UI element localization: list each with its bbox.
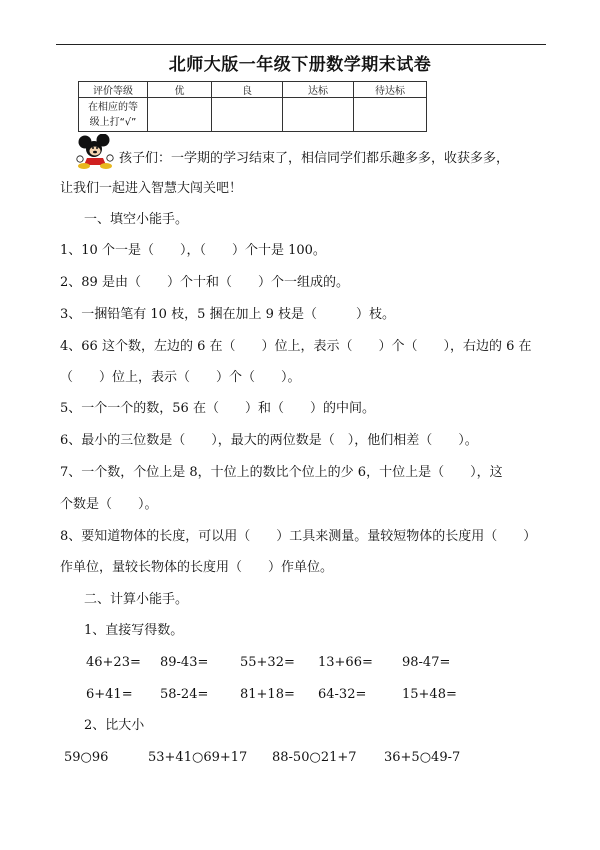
calc-item: 89-43= [160,655,209,670]
calc-item: 55+32= [240,655,295,670]
grade-header-needs-work: 待达标 [354,82,427,98]
calc-item: 15+48= [402,687,457,702]
compare-item: 59○96 [64,750,109,765]
grade-row-label-line2: 级上打“√” [89,116,137,128]
intro-line-1: 孩子们：一学期的学习结束了，相信同学们都乐趣多多，收获多多， [119,151,510,166]
grade-header-level: 评价等级 [79,82,148,98]
section2-heading: 二、计算小能手。 [84,592,189,607]
question-8-line-2: 作单位，量较长物体的长度用（ ）作单位。 [60,560,334,575]
compare-item: 53+41○69+17 [148,750,248,765]
calc-subheading: 1、直接写得数。 [84,623,184,638]
section1-heading: 一、填空小能手。 [84,212,189,227]
grade-cell-pass[interactable] [283,98,354,132]
question-7-line-1: 7、一个数，个位上是 8，十位上的数比个位上的少 6，十位上是（ ），这 [60,465,503,480]
question-1: 1、10 个一是（ ），（ ）个十是 100。 [60,243,326,258]
grade-cell-excellent[interactable] [148,98,212,132]
grade-cell-needs-work[interactable] [354,98,427,132]
grade-row-label-line1: 在相应的等 [88,101,138,113]
page-title: 北师大版一年级下册数学期末试卷 [168,55,432,75]
calc-item: 13+66= [318,655,373,670]
question-7-line-2: 个数是（ ）。 [60,497,158,512]
calc-item: 98-47= [402,655,451,670]
grade-header-good: 良 [212,82,283,98]
calc-item: 46+23= [86,655,141,670]
question-4-line-2: （ ）位上，表示（ ）个（ ）。 [60,370,301,385]
question-4-line-1: 4、66 这个数，左边的 6 在（ ）位上，表示（ ）个（ ），右边的 6 在 [60,339,532,354]
calc-item: 58-24= [160,687,209,702]
compare-item: 36+5○49-7 [384,750,461,765]
compare-subheading: 2、比大小 [84,718,145,733]
grade-header-excellent: 优 [148,82,212,98]
question-5: 5、一个一个的数，56 在（ ）和（ ）的中间。 [60,401,375,416]
question-8-line-1: 8、要知道物体的长度，可以用（ ）工具来测量。量较短物体的长度用（ ） [60,529,537,544]
grade-cell-good[interactable] [212,98,283,132]
question-6: 6、最小的三位数是（ ），最大的两位数是（ ），他们相差（ ）。 [60,433,478,448]
calc-item: 81+18= [240,687,295,702]
top-rule [56,44,546,45]
grade-row-label [79,98,148,132]
intro-line-2: 让我们一起进入智慧大闯关吧！ [60,181,243,196]
calc-item: 64-32= [318,687,367,702]
grade-header-pass: 达标 [283,82,354,98]
question-2: 2、89 是由（ ）个十和（ ）个一组成的。 [60,275,349,290]
calc-item: 6+41= [86,687,133,702]
grade-table [78,81,427,132]
question-3: 3、一捆铅笔有 10 枝，5 捆在加上 9 枝是（ ）枝。 [60,307,396,322]
compare-item: 88-50○21+7 [272,750,357,765]
mickey-mouse-icon [76,134,116,170]
